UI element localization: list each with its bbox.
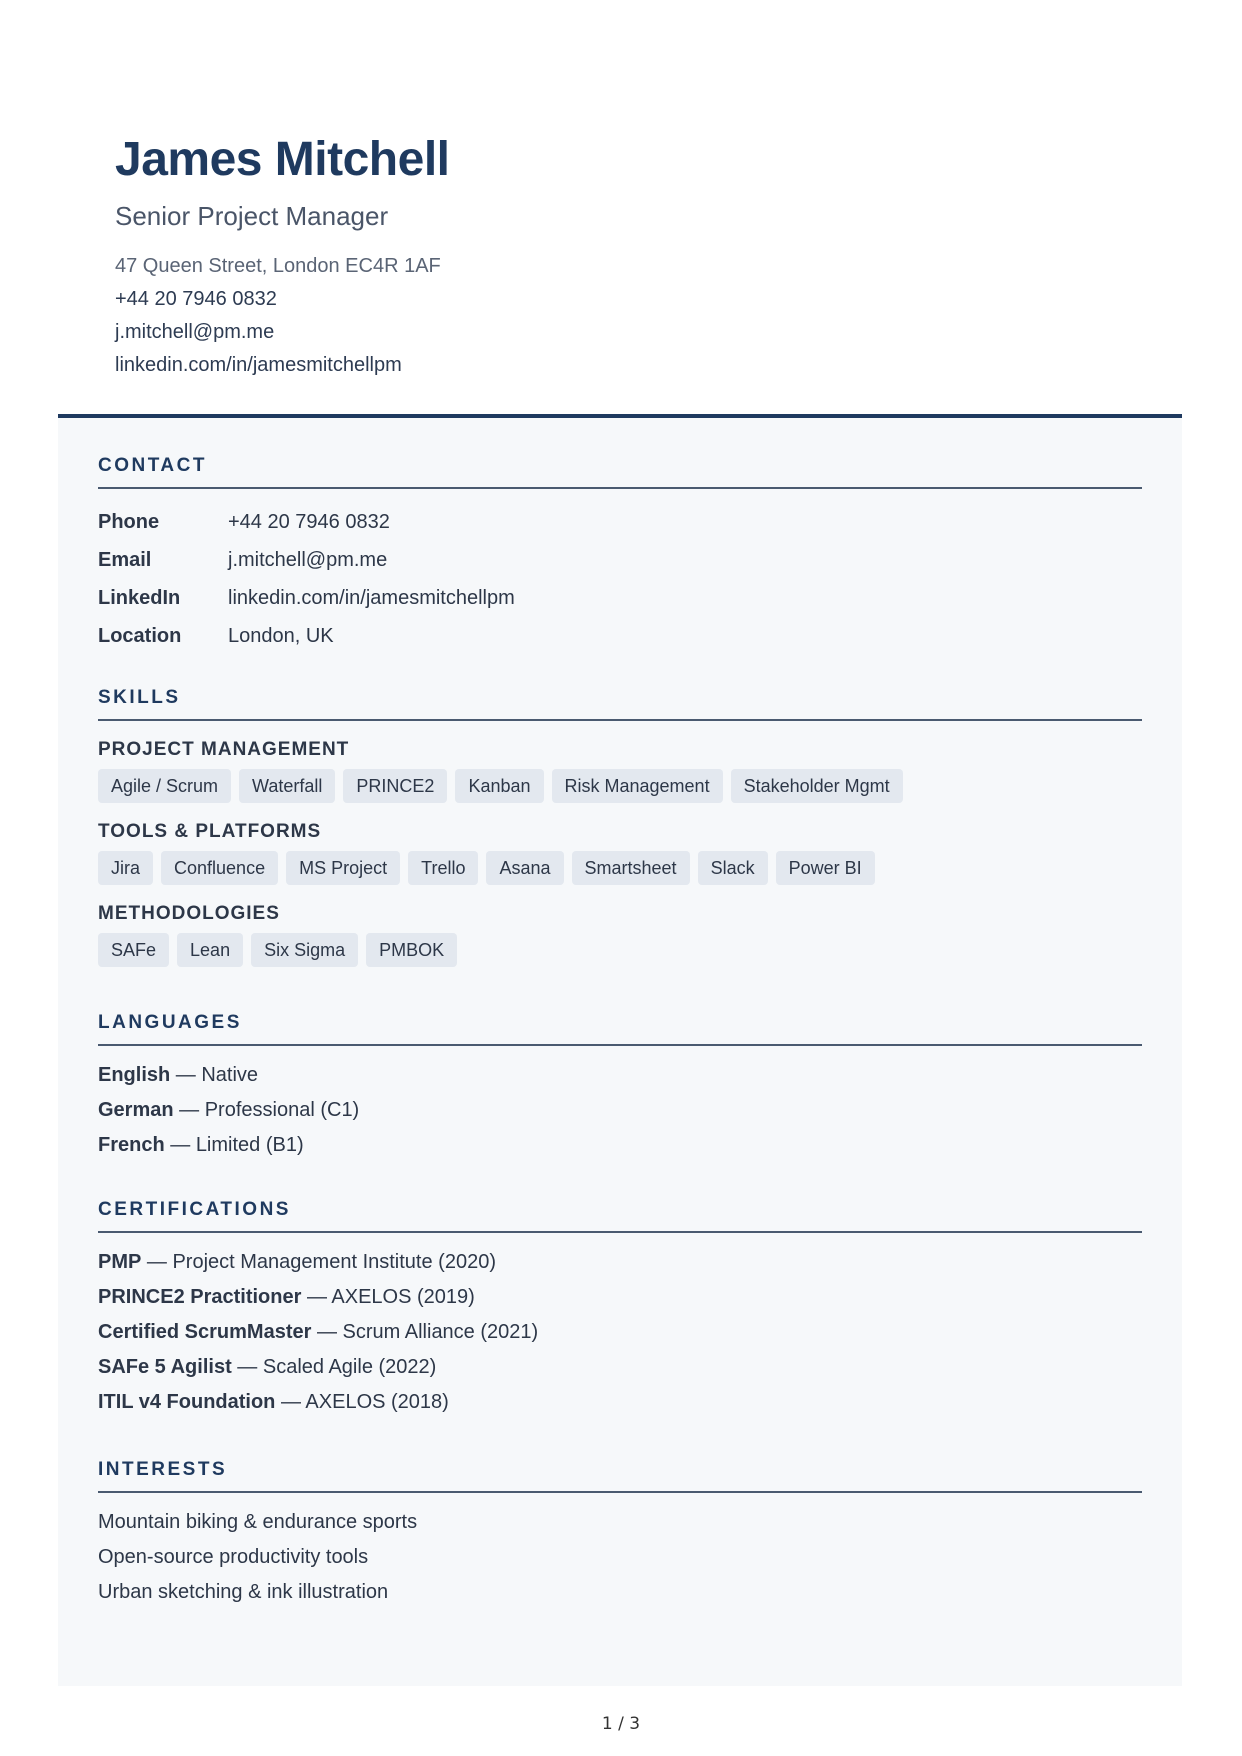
skill-chip: Trello [408, 851, 478, 885]
header-phone: +44 20 7946 0832 [115, 288, 277, 310]
skill-group-title: TOOLS & PLATFORMS [98, 821, 322, 842]
interest-item: Open-source productivity tools [98, 1546, 369, 1568]
candidate-name: James Mitchell [115, 133, 450, 186]
skill-chip: Jira [98, 851, 153, 885]
languages-section [98, 1012, 1142, 1163]
contact-key: Location [98, 625, 182, 647]
certification-detail: Project Management Institute (2020) [172, 1251, 496, 1273]
skill-chip: PRINCE2 [343, 769, 447, 803]
header-address: 47 Queen Street, London EC4R 1AF [115, 255, 441, 277]
contact-value: +44 20 7946 0832 [228, 511, 390, 533]
header-linkedin[interactable]: linkedin.com/in/jamesmitchellpm [115, 354, 402, 376]
skill-chip: PMBOK [366, 933, 457, 967]
job-title: Senior Project Manager [115, 201, 389, 231]
skill-chip-list [98, 769, 1142, 803]
certification-detail: AXELOS (2019) [331, 1286, 475, 1308]
language-level: Professional (C1) [204, 1099, 360, 1121]
certification-item: SAFe 5 Agilist — Scaled Agile (2022) [98, 1356, 437, 1378]
page-number: 1 / 3 [601, 1714, 641, 1734]
skill-chip: Agile / Scrum [98, 769, 231, 803]
header-contact-lines [115, 250, 1115, 382]
certification-name: PMP [98, 1251, 142, 1273]
skill-chip: Asana [486, 851, 563, 885]
language-name: German [98, 1099, 174, 1121]
header-email[interactable]: j.mitchell@pm.me [115, 321, 275, 343]
skill-chip: Waterfall [239, 769, 335, 803]
interest-item: Urban sketching & ink illustration [98, 1581, 389, 1603]
contact-section [98, 418, 1142, 655]
skill-chip-list [98, 933, 1142, 967]
contact-key: Phone [98, 511, 160, 533]
skill-chip: Power BI [776, 851, 875, 885]
language-name: French [98, 1134, 165, 1156]
contact-value: London, UK [228, 625, 334, 647]
certification-item: Certified ScrumMaster — Scrum Alliance (2021) [98, 1321, 539, 1343]
contact-value[interactable]: linkedin.com/in/jamesmitchellpm [228, 587, 515, 609]
certification-detail: Scaled Agile (2022) [262, 1356, 437, 1378]
certification-name: SAFe 5 Agilist [98, 1356, 232, 1378]
interest-item: Mountain biking & endurance sports [98, 1511, 418, 1533]
language-item: German — Professional (C1) [98, 1099, 360, 1121]
skill-chip: Smartsheet [572, 851, 690, 885]
certification-name: Certified ScrumMaster [98, 1321, 312, 1343]
language-level: Native [201, 1064, 259, 1086]
skills-section-title: SKILLS [98, 687, 1142, 721]
certification-name: ITIL v4 Foundation [98, 1391, 276, 1413]
skill-group-title: PROJECT MANAGEMENT [98, 739, 350, 760]
skill-chip: Six Sigma [251, 933, 358, 967]
contact-row-location [98, 617, 1142, 655]
interests-section [98, 1459, 1142, 1610]
language-level: Limited (B1) [195, 1134, 304, 1156]
resume-header [115, 126, 1115, 382]
certifications-section [98, 1199, 1142, 1420]
contact-key: LinkedIn [98, 587, 181, 609]
contact-section-title: CONTACT [98, 455, 1142, 489]
certifications-section-title: CERTIFICATIONS [98, 1199, 1142, 1233]
contact-row-email [98, 541, 1142, 579]
skill-chip: Risk Management [552, 769, 723, 803]
contact-value[interactable]: j.mitchell@pm.me [228, 549, 388, 571]
certification-name: PRINCE2 Practitioner [98, 1286, 302, 1308]
skill-chip: Lean [177, 933, 243, 967]
resume-sidebar [58, 414, 1182, 1686]
language-item: English — Native [98, 1064, 259, 1086]
skill-chip: Slack [698, 851, 768, 885]
certification-detail: AXELOS (2018) [305, 1391, 449, 1413]
certification-detail: Scrum Alliance (2021) [342, 1321, 539, 1343]
certification-item: PMP — Project Management Institute (2020) [98, 1251, 496, 1273]
skill-chip: Kanban [455, 769, 543, 803]
skill-group-title: METHODOLOGIES [98, 903, 280, 924]
languages-section-title: LANGUAGES [98, 1012, 1142, 1046]
interests-section-title: INTERESTS [98, 1459, 1142, 1493]
skill-chip-list [98, 851, 1142, 885]
skill-chip: Confluence [161, 851, 278, 885]
skill-chip: Stakeholder Mgmt [731, 769, 903, 803]
contact-key: Email [98, 549, 152, 571]
language-item: French — Limited (B1) [98, 1134, 304, 1156]
certification-item: ITIL v4 Foundation — AXELOS (2018) [98, 1391, 449, 1413]
skill-chip: SAFe [98, 933, 169, 967]
certification-item: PRINCE2 Practitioner — AXELOS (2019) [98, 1286, 475, 1308]
language-name: English [98, 1064, 171, 1086]
skills-section [98, 687, 1142, 967]
skill-chip: MS Project [286, 851, 400, 885]
contact-row-phone [98, 503, 1142, 541]
contact-row-linkedin [98, 579, 1142, 617]
